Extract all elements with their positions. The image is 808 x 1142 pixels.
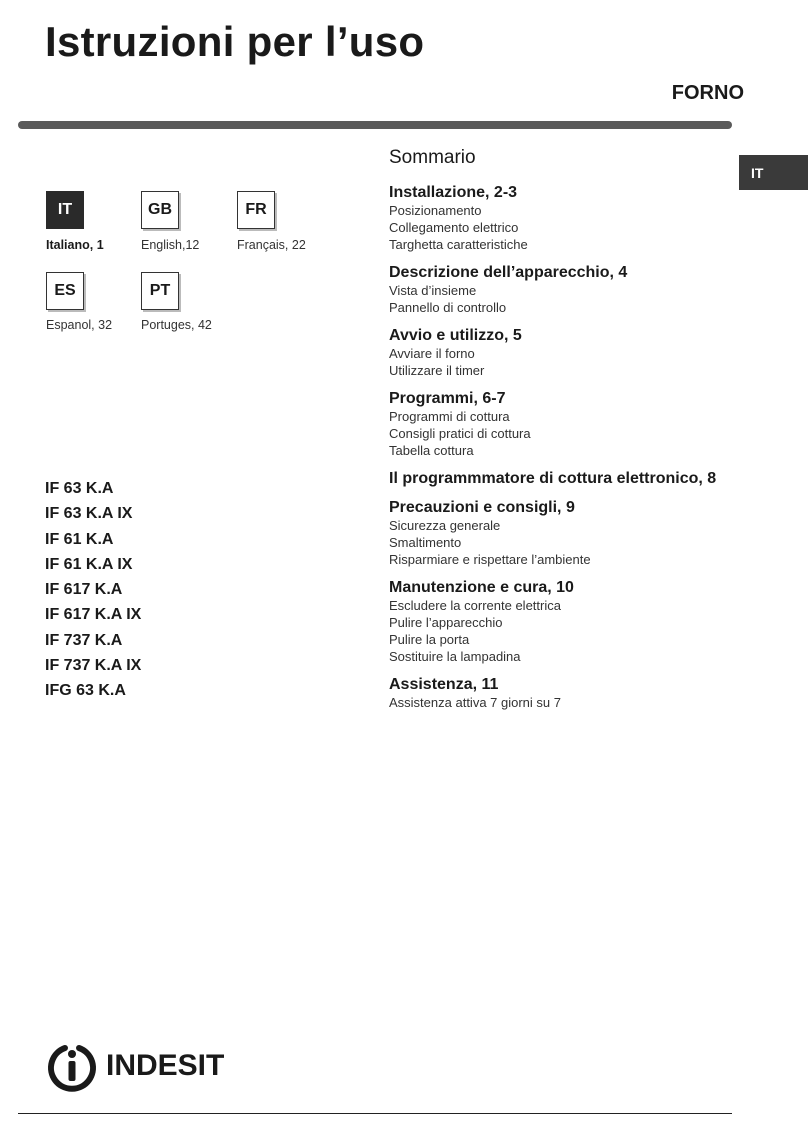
toc-item[interactable]: Pulire la porta <box>389 632 470 647</box>
toc-section-installazione <box>389 184 734 253</box>
model-item: IF 617 K.A <box>45 581 123 599</box>
toc-item[interactable]: Utilizzare il timer <box>389 363 485 378</box>
toc-title: Sommario <box>389 147 476 168</box>
toc-item[interactable]: Pulire l’apparecchio <box>389 615 503 630</box>
toc-section-programmi <box>389 390 734 459</box>
toc-section-precauzioni <box>389 499 734 568</box>
toc-item[interactable]: Consigli pratici di cottura <box>389 426 531 441</box>
language-side-tab: IT <box>739 155 808 190</box>
brand-name: INDESIT <box>106 1049 225 1082</box>
language-box-fr[interactable]: FR <box>237 191 275 229</box>
toc-item[interactable]: Programmi di cottura <box>389 409 510 424</box>
model-item: IF 61 K.A <box>45 530 114 548</box>
toc-section-assistenza <box>389 676 734 711</box>
toc-heading[interactable]: Il programmmatore di cottura elettronico, 8 <box>389 470 717 487</box>
toc-item[interactable]: Collegamento elettrico <box>389 220 519 235</box>
toc-section-avvio <box>389 327 734 379</box>
toc-item[interactable]: Targhetta caratteristiche <box>389 237 528 252</box>
toc-heading[interactable]: Installazione, 2-3 <box>389 184 518 201</box>
toc-item[interactable]: Sicurezza generale <box>389 518 501 533</box>
brand-logo <box>44 1040 224 1092</box>
language-box-it[interactable]: IT <box>46 191 84 229</box>
language-box-gb[interactable]: GB <box>141 191 179 229</box>
toc-item[interactable]: Tabella cottura <box>389 443 474 458</box>
language-box-es[interactable]: ES <box>46 272 84 310</box>
language-label-pt[interactable]: Portuges, 42 <box>141 318 212 332</box>
toc-heading[interactable]: Precauzioni e consigli, 9 <box>389 499 575 516</box>
toc-heading[interactable]: Avvio e utilizzo, 5 <box>389 327 522 344</box>
toc-item[interactable]: Avviare il forno <box>389 346 475 361</box>
model-item: IF 63 K.A IX <box>45 505 133 523</box>
language-label-es[interactable]: Espanol, 32 <box>46 318 113 332</box>
model-list <box>45 476 141 704</box>
toc-item[interactable]: Smaltimento <box>389 535 462 550</box>
toc-item[interactable]: Sostituire la lampadina <box>389 649 521 664</box>
toc-heading[interactable]: Programmi, 6-7 <box>389 390 506 407</box>
toc-item[interactable]: Posizionamento <box>389 203 482 218</box>
toc-heading[interactable]: Manutenzione e cura, 10 <box>389 579 574 596</box>
model-item: IF 737 K.A IX <box>45 657 142 675</box>
language-box-pt[interactable]: PT <box>141 272 179 310</box>
toc-item[interactable]: Vista d’insieme <box>389 283 477 298</box>
toc-item[interactable]: Pannello di controllo <box>389 300 507 315</box>
toc-item[interactable]: Risparmiare e rispettare l’ambiente <box>389 552 591 567</box>
table-of-contents <box>389 147 734 722</box>
toc-item[interactable]: Escludere la corrente elettrica <box>389 598 561 613</box>
toc-item[interactable]: Assistenza attiva 7 giorni su 7 <box>389 695 561 710</box>
header-divider <box>18 121 732 129</box>
model-item: IF 63 K.A <box>45 480 114 497</box>
model-item: IF 61 K.A IX <box>45 555 133 573</box>
indesit-logo-icon <box>44 1040 100 1092</box>
toc-section-programmatore <box>389 470 734 488</box>
model-item: IF 737 K.A <box>45 631 123 649</box>
model-item: IFG 63 K.A <box>45 682 126 700</box>
model-item: IF 617 K.A IX <box>45 606 142 624</box>
page-title: Istruzioni per l’uso <box>45 18 425 65</box>
toc-heading[interactable]: Assistenza, 11 <box>389 676 499 693</box>
toc-heading[interactable]: Descrizione dell’apparecchio, 4 <box>389 264 628 281</box>
footer-divider <box>18 1113 732 1114</box>
language-label-gb[interactable]: English,12 <box>141 238 200 252</box>
language-label-it[interactable]: Italiano, 1 <box>46 238 104 252</box>
toc-section-manutenzione <box>389 579 734 665</box>
toc-section-descrizione <box>389 264 734 316</box>
section-label: FORNO <box>671 82 744 104</box>
language-label-fr[interactable]: Français, 22 <box>237 238 306 252</box>
